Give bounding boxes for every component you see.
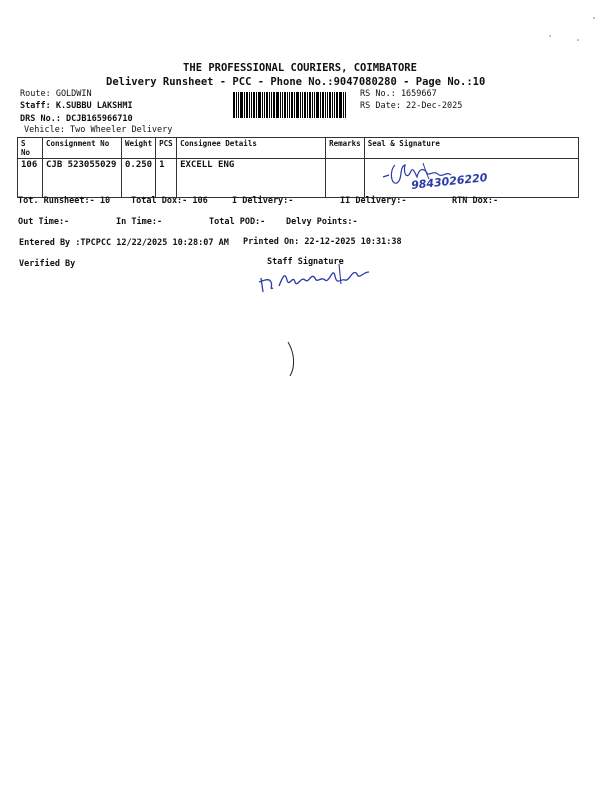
barcode-bar xyxy=(294,92,295,118)
barcode-bar xyxy=(269,92,270,118)
barcode-bar xyxy=(271,92,272,118)
out-time: Out Time:- xyxy=(18,217,70,227)
col-weight: Weight xyxy=(122,138,156,159)
verified-by: Verified By xyxy=(19,259,76,269)
cell-remarks xyxy=(326,159,365,198)
barcode-bar xyxy=(314,92,315,118)
tot-runsheet: Tot. Runsheet:- 10 xyxy=(18,196,111,206)
barcode-bar xyxy=(256,92,257,118)
in-time: In Time:- xyxy=(116,217,163,227)
route-label: Route: GOLDWIN xyxy=(20,89,92,99)
cell-seal-signature xyxy=(364,159,578,198)
col-remarks: Remarks xyxy=(326,138,365,159)
barcode-bar xyxy=(345,92,346,118)
barcode-bar xyxy=(284,92,286,118)
barcode-bar xyxy=(236,92,237,118)
consignment-table xyxy=(17,137,579,198)
barcode-bar xyxy=(246,92,248,118)
cell-consignee: EXCELL ENG xyxy=(177,159,326,198)
cell-consignment: CJB 523055029 xyxy=(43,159,122,198)
barcode-bar xyxy=(289,92,290,118)
barcode-bar xyxy=(336,92,338,118)
barcode-bar xyxy=(312,92,313,118)
rtn-dox: RTN Dox:- xyxy=(452,196,499,206)
barcode-bar xyxy=(233,92,235,118)
barcode-bar xyxy=(300,92,301,118)
barcode-bar xyxy=(332,92,333,118)
i-delivery: I Delivery:- xyxy=(232,196,294,206)
cell-pcs: 1 xyxy=(156,159,177,198)
drs-number: DRS No.: DCJB165966710 xyxy=(20,114,133,124)
table-row xyxy=(18,159,579,198)
cell-sno: 106 xyxy=(18,159,43,198)
barcode-bar xyxy=(320,92,321,118)
barcode-bar xyxy=(238,92,239,118)
barcode-bar xyxy=(322,92,324,118)
stray-mark-icon xyxy=(284,340,300,380)
barcode-bar xyxy=(287,92,288,118)
barcode-bar xyxy=(304,92,306,118)
total-pod: Total POD:- xyxy=(209,217,266,227)
delvy-points: Delvy Points:- xyxy=(286,217,358,227)
barcode-bar xyxy=(240,92,243,118)
staff-signature-icon xyxy=(255,258,385,298)
barcode-bar xyxy=(282,92,283,118)
col-pcs: PCS xyxy=(156,138,177,159)
printed-on: Printed On: 22-12-2025 10:31:38 xyxy=(243,237,402,247)
barcode-bar xyxy=(249,92,250,118)
barcode-bar xyxy=(339,92,342,118)
barcode-bar xyxy=(280,92,281,118)
scan-specks-icon xyxy=(520,0,600,60)
barcode-bar xyxy=(266,92,268,118)
barcode-bar xyxy=(343,92,344,118)
barcode-bar xyxy=(262,92,263,118)
runsheet-subtitle: Delivery Runsheet - PCC - Phone No.:9047080280 - Page No.:10 xyxy=(106,76,486,88)
vehicle-label: Vehicle: Two Wheeler Delivery xyxy=(24,125,173,135)
barcode-bar xyxy=(273,92,275,118)
company-title: THE PROFESSIONAL COURIERS, COIMBATORE xyxy=(183,62,417,74)
col-seal-signature: Seal & Signature xyxy=(364,138,578,159)
barcode-bar xyxy=(334,92,335,118)
rs-date: RS Date: 22-Dec-2025 xyxy=(360,101,463,111)
barcode-bar xyxy=(296,92,299,118)
barcode-bar xyxy=(244,92,245,118)
barcode-bar xyxy=(309,92,311,118)
barcode-bar xyxy=(307,92,308,118)
barcode-bar xyxy=(327,92,328,118)
receiver-phone-handwritten: 9843026220 xyxy=(410,171,488,192)
rs-number: RS No.: 1659667 xyxy=(360,89,437,99)
barcode-bar xyxy=(329,92,331,118)
barcode-bar xyxy=(325,92,326,118)
col-consignee: Consignee Details xyxy=(177,138,326,159)
barcode xyxy=(233,92,357,118)
col-consignment: Consignment No xyxy=(43,138,122,159)
entered-by: Entered By :TPCPCC 12/22/2025 10:28:07 AM xyxy=(19,238,229,248)
staff-label: Staff: K.SUBBU LAKSHMI xyxy=(20,101,133,111)
barcode-bar xyxy=(302,92,303,118)
barcode-bar xyxy=(258,92,261,118)
table-header-row xyxy=(18,138,579,159)
staff-signature-label: Staff Signature xyxy=(267,257,344,267)
col-sno: S No xyxy=(18,138,43,159)
cell-weight: 0.250 xyxy=(122,159,156,198)
barcode-bar xyxy=(291,92,293,118)
barcode-bar xyxy=(276,92,279,118)
total-dox: Total Dox:- 106 xyxy=(131,196,208,206)
barcode-bar xyxy=(264,92,265,118)
barcode-bar xyxy=(253,92,255,118)
barcode-bar xyxy=(251,92,252,118)
barcode-bar xyxy=(316,92,319,118)
ii-delivery: II Delivery:- xyxy=(340,196,407,206)
